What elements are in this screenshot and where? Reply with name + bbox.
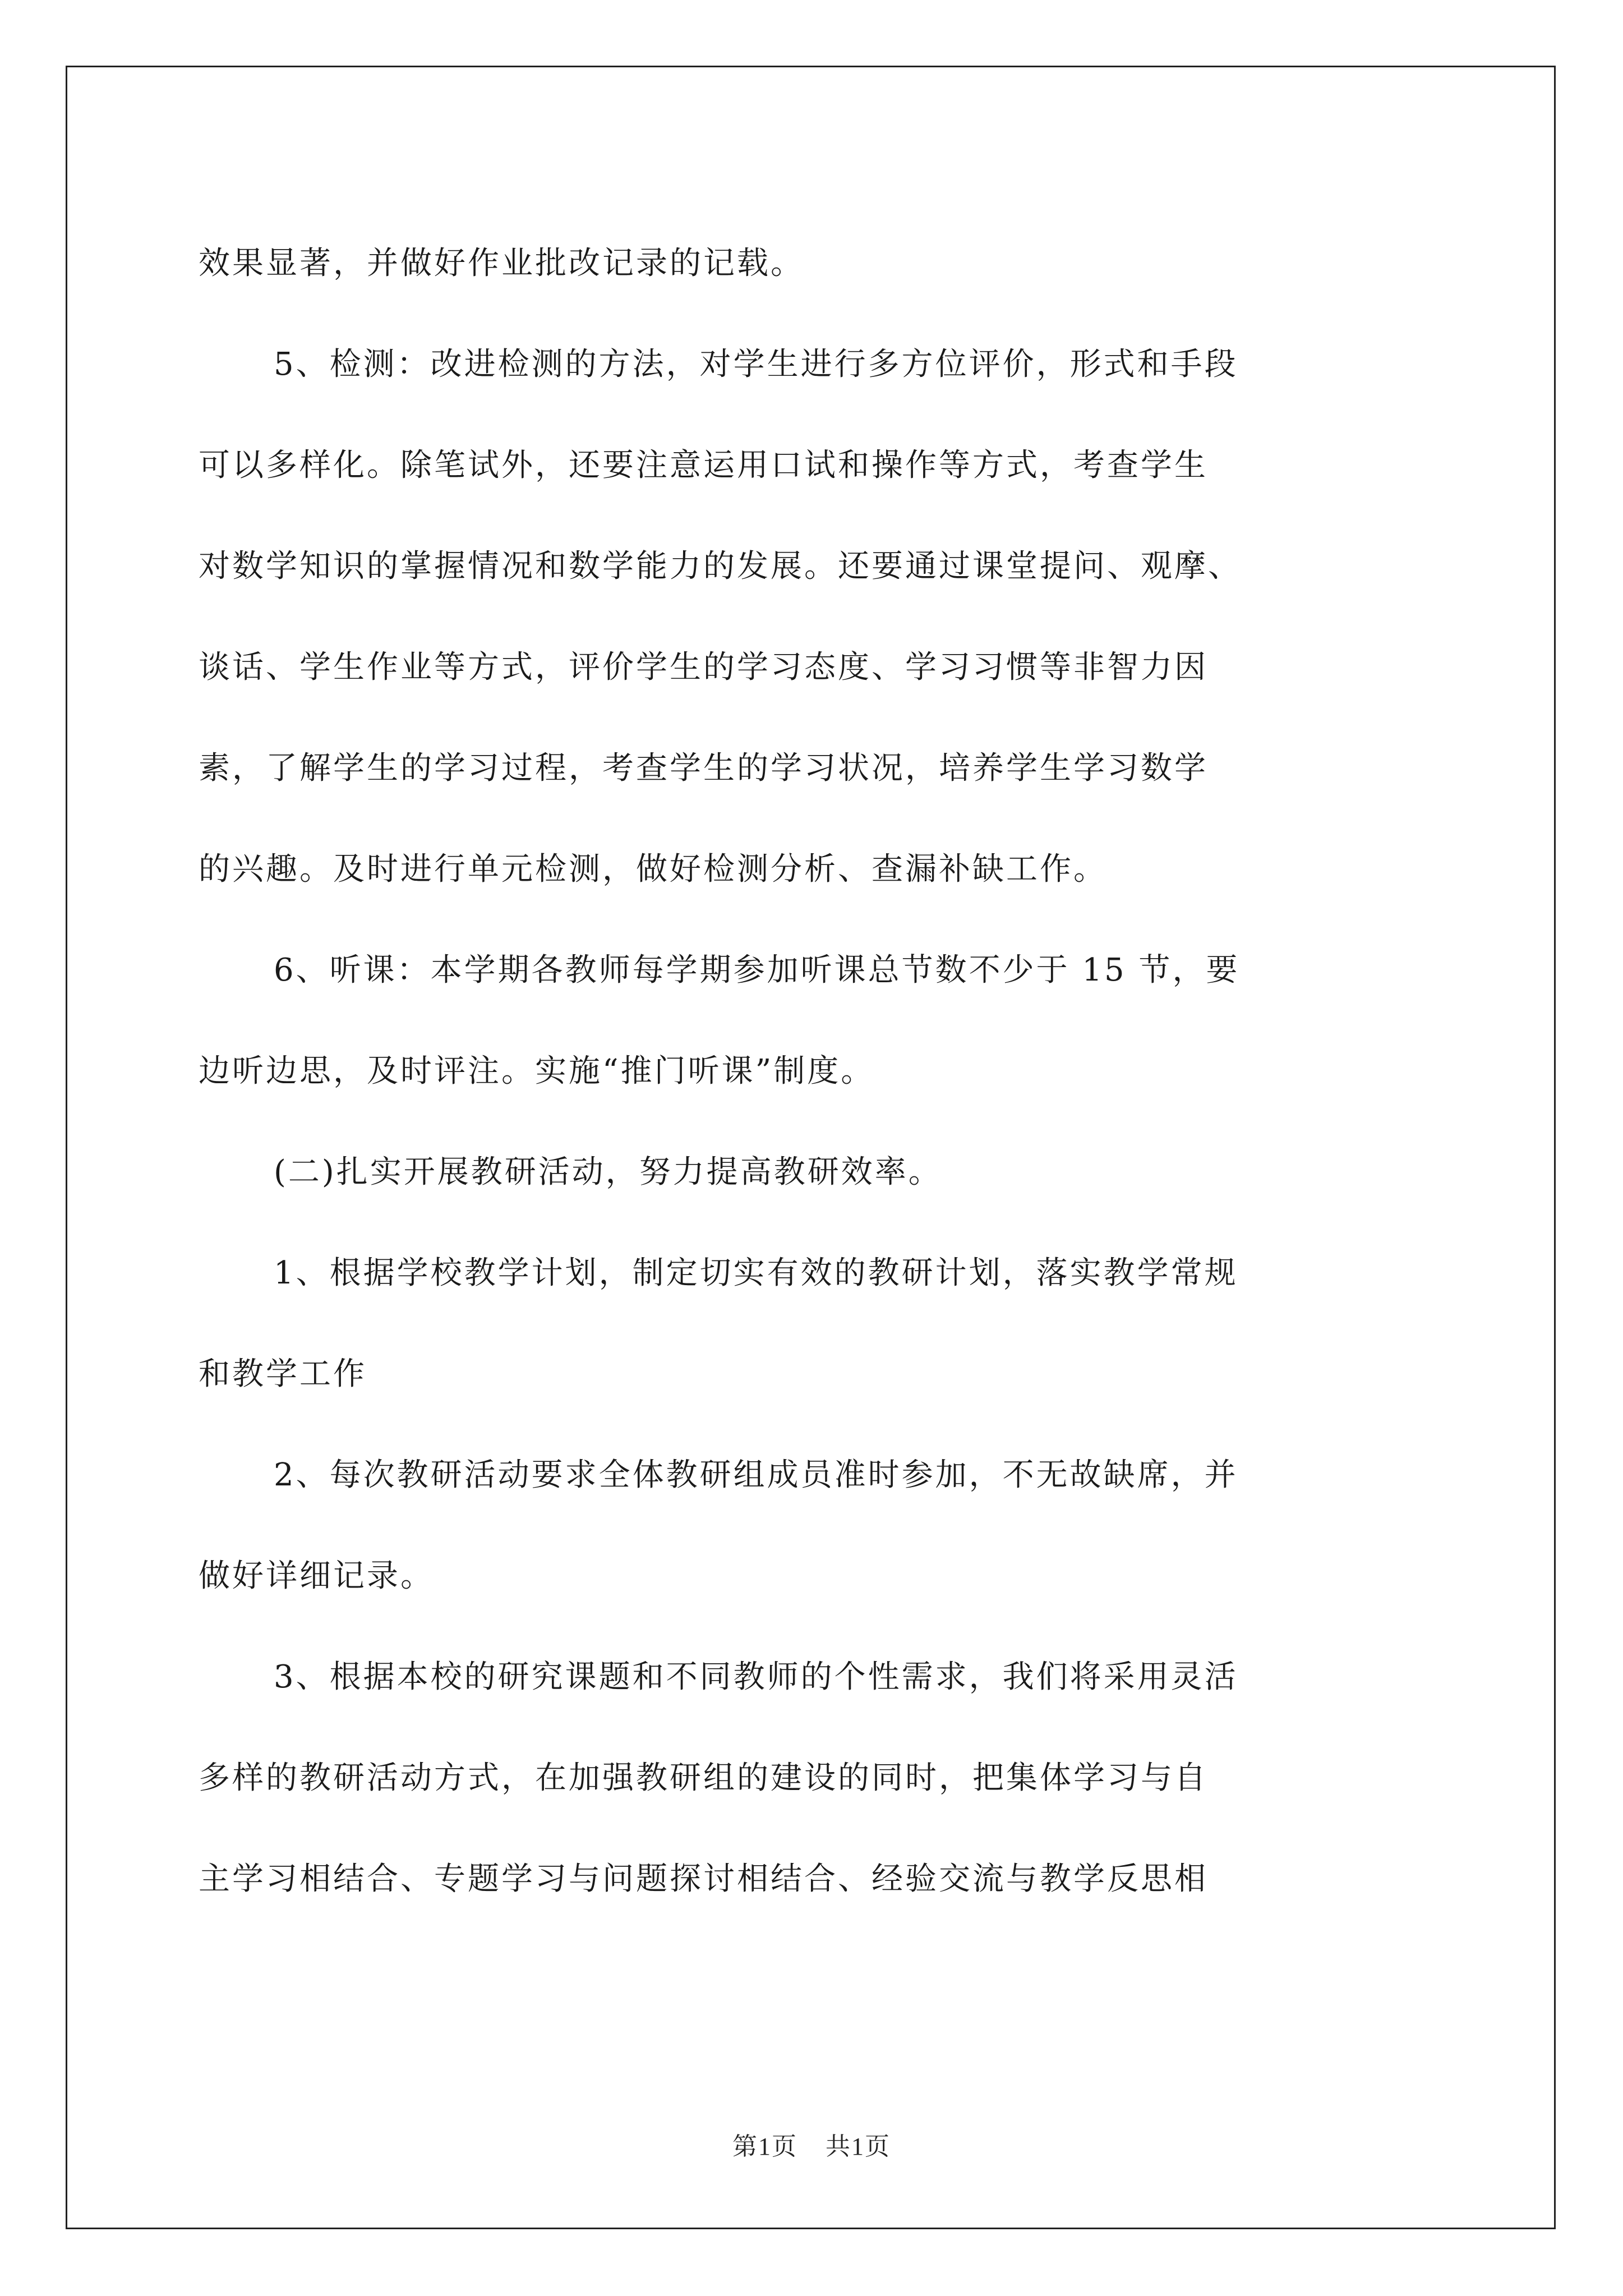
- paragraph: [199, 314, 1432, 920]
- text-line: 做好详细记录。: [199, 1558, 434, 1594]
- paragraph: [199, 1122, 1432, 1223]
- text-line: 对数学知识的掌握情况和数学能力的发展。还要通过课堂提问、观摩、: [199, 548, 1242, 585]
- text-line: 1、根据学校教学计划，制定切实有效的教研计划，落实教学常规: [274, 1255, 1238, 1291]
- text-line: (二)扎实开展教研活动，努力提高教研效率。: [274, 1154, 942, 1190]
- text-line: 边听边思，及时评注。实施“推门听课”制度。: [199, 1053, 875, 1089]
- text-line: 效果显著，并做好作业批改记录的记载。: [199, 245, 804, 282]
- text-line: 6、听课：本学期各教师每学期参加听课总节数不少于 15 节，要: [274, 952, 1240, 988]
- text-line: 5、检测：改进检测的方法，对学生进行多方位评价，形式和手段: [274, 346, 1238, 383]
- text-line: 主学习相结合、专题学习与问题探讨相结合、经验交流与教学反思相: [199, 1861, 1208, 1897]
- text-line: 谈话、学生作业等方式，评价学生的学习态度、学习习惯等非智力因: [199, 649, 1208, 685]
- page-total: 共1页: [826, 2133, 891, 2160]
- text-line: 3、根据本校的研究课题和不同教师的个性需求，我们将采用灵活: [274, 1659, 1238, 1695]
- paragraph: [199, 213, 1432, 314]
- text-line: 的兴趣。及时进行单元检测，做好检测分析、查漏补缺工作。: [199, 851, 1107, 887]
- paragraph: [199, 1223, 1432, 1425]
- text-line: 2、每次教研活动要求全体教研组成员准时参加，不无故缺席，并: [274, 1457, 1238, 1493]
- paragraph: [199, 1425, 1432, 1627]
- text-line: 和教学工作: [199, 1356, 367, 1392]
- text-line: 素，了解学生的学习过程，考查学生的学习状况，培养学生学习数学: [199, 750, 1208, 786]
- page-number: 第1页: [732, 2133, 797, 2160]
- text-line: 可以多样化。除笔试外，还要注意运用口试和操作等方式，考查学生: [199, 447, 1208, 484]
- page-footer: [0, 2126, 1623, 2162]
- paragraph: [199, 920, 1432, 1122]
- document-body: [199, 213, 1432, 1930]
- paragraph: [199, 1627, 1432, 1930]
- text-line: 多样的教研活动方式，在加强教研组的建设的同时，把集体学习与自: [199, 1760, 1208, 1796]
